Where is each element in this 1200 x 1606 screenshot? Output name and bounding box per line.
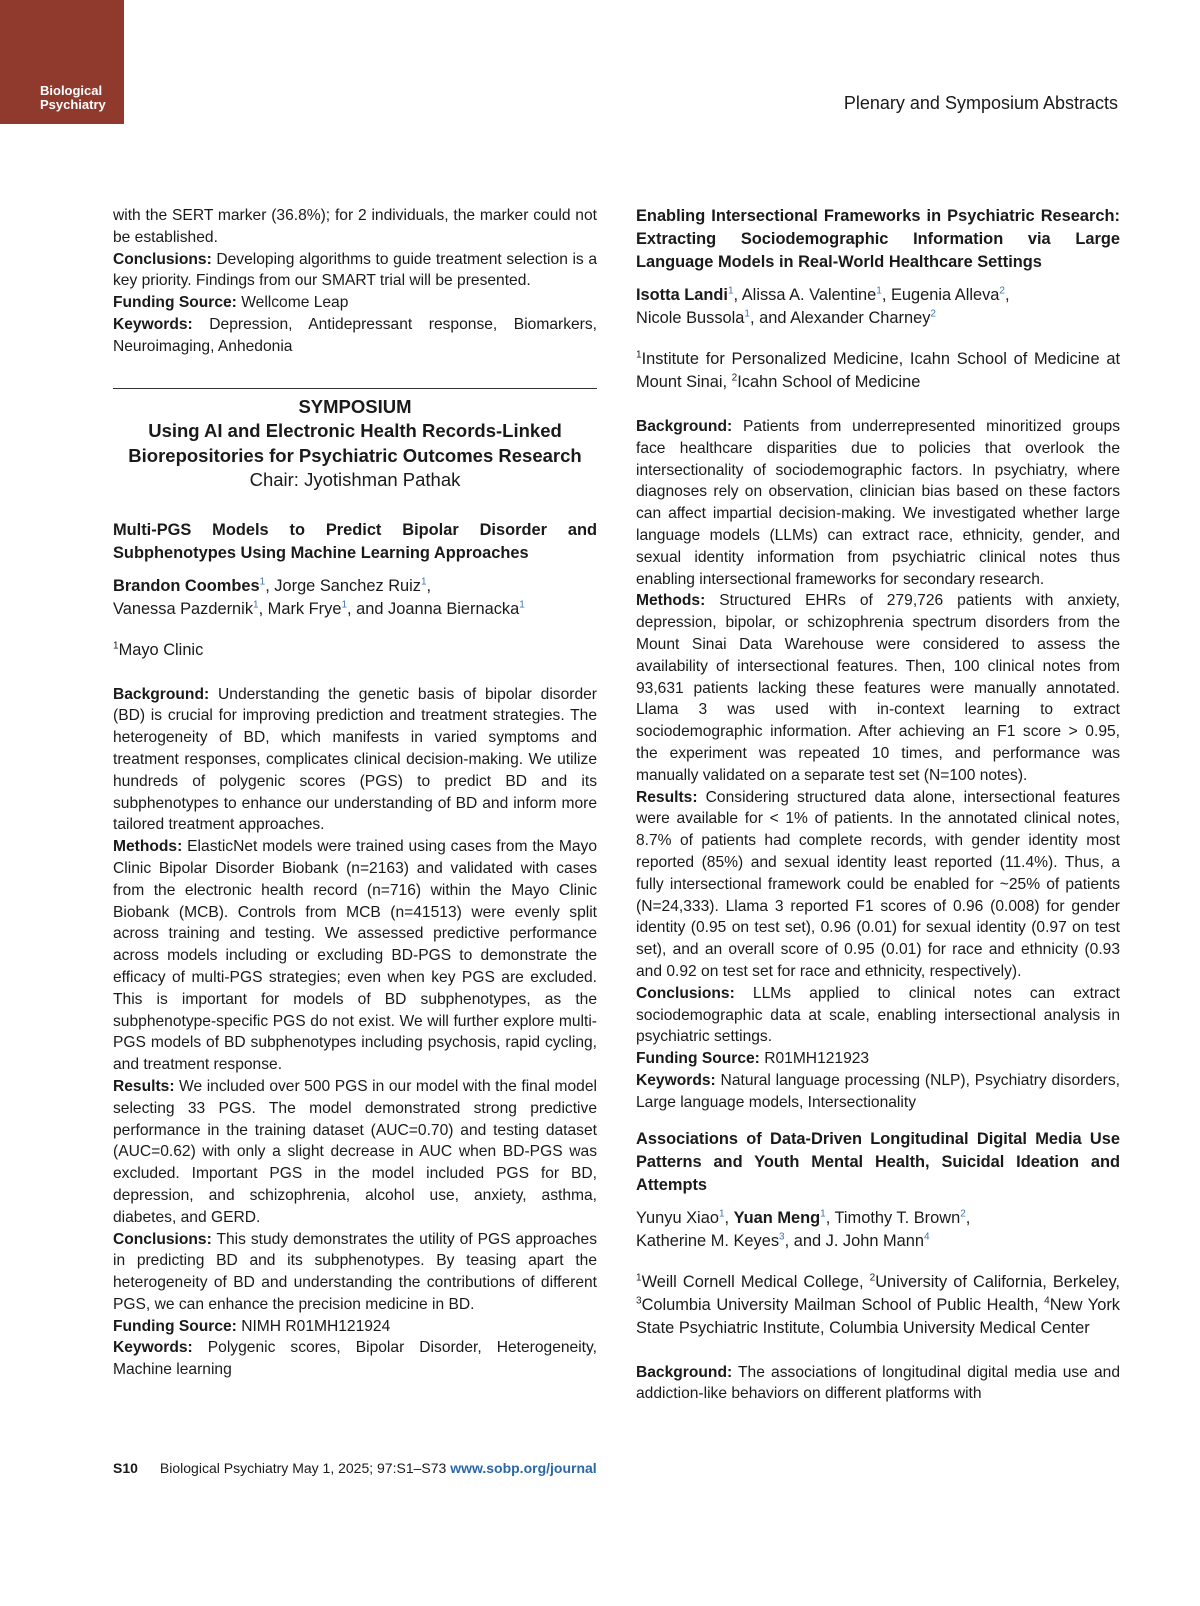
label: Conclusions: bbox=[113, 1230, 212, 1248]
funding-section bbox=[113, 1316, 597, 1338]
page-number: S10 bbox=[113, 1460, 138, 1476]
sup: 2 bbox=[930, 308, 936, 320]
author: Vanessa Pazdernik bbox=[113, 599, 254, 618]
sup: 4 bbox=[1044, 1295, 1050, 1307]
conclusions-section bbox=[113, 1229, 597, 1316]
sup: 2 bbox=[731, 372, 738, 384]
page-footer bbox=[113, 1460, 597, 1476]
abstract-title: Associations of Data-Driven Longitudinal Digital Media Use Patterns and Youth Mental Health, Suicidal Ideation and Attempts bbox=[636, 1129, 1120, 1194]
sup: 1 bbox=[341, 599, 348, 611]
funding-section bbox=[636, 1048, 1120, 1070]
author: , and Alexander Charney bbox=[749, 309, 931, 327]
body-text: This study demonstrates the utility of PGS approaches in predicting BD and its subphenotypes. By teasing apart the heterogeneity of BD and understanding the contributions of different PGS, we can enhance the precision medicine in BD. bbox=[113, 1230, 597, 1313]
prev-keywords bbox=[113, 314, 597, 358]
symposium-label: SYMPOSIUM bbox=[298, 395, 412, 417]
keywords-section bbox=[113, 1337, 597, 1381]
sup: 1 bbox=[718, 1208, 725, 1220]
body-text: Depression, Antidepressant response, Biomarkers, Neuroimaging, Anhedonia bbox=[113, 315, 597, 355]
sup: 1 bbox=[113, 640, 119, 652]
affiliation-text: Columbia University Mailman School of Public Health, bbox=[641, 1295, 1045, 1314]
label: Funding Source: bbox=[113, 294, 237, 312]
journal-logo-text bbox=[40, 84, 106, 112]
sup: 1 bbox=[253, 599, 259, 611]
prev-conclusions bbox=[113, 249, 597, 293]
label: Methods: bbox=[636, 592, 706, 610]
methods-section bbox=[113, 836, 597, 1076]
results-section bbox=[636, 787, 1120, 983]
label: Funding Source: bbox=[113, 1317, 237, 1335]
results-section bbox=[113, 1076, 597, 1229]
body-text: NIMH R01MH121924 bbox=[236, 1317, 391, 1335]
author: , and J. John Mann bbox=[784, 1231, 925, 1250]
sup: 1 bbox=[636, 349, 642, 361]
affiliation bbox=[636, 1271, 1120, 1340]
section-divider bbox=[113, 388, 597, 389]
affiliation-text: Icahn School of Medicine bbox=[737, 373, 921, 391]
sup: 1 bbox=[259, 576, 266, 588]
author: Nicole Bussola bbox=[636, 309, 745, 327]
body-text: Considering structured data alone, intersectional features were available for < 1% of patients. In the annotated clinical notes, 8.7% of patients had complete records, with gender identity most reported (85%) and sexual identity least reported (11.4%). Thus, a fully intersectional framework could be enabled for ~25% of patients (N=24,333). Llama 3 reported F1 scores of 0.96 (0.008) for gender identity (0.95 on test set), 0.96 (0.01) for sexual identity (0.97 on test set), and an overall score of 0.95 (0.01) for race and ethnicity (0.93 and 0.92 on test set for race and ethnicity, respectively). bbox=[636, 788, 1120, 980]
author: Yunyu Xiao bbox=[636, 1208, 719, 1227]
label: Methods: bbox=[113, 838, 183, 856]
sup: 1 bbox=[820, 1208, 826, 1220]
affiliation-text: New York State Psychiatric Institute, Columbia University Medical Center bbox=[636, 1295, 1120, 1337]
symposium-title: Using AI and Electronic Health Records-Linked Biorepositories for Psychiatric Outcomes Research bbox=[128, 420, 582, 466]
label: Results: bbox=[113, 1077, 175, 1095]
methods-section bbox=[636, 590, 1120, 786]
label: Keywords: bbox=[113, 1339, 193, 1357]
sup: 1 bbox=[876, 285, 882, 297]
author: , and Joanna Biernacka bbox=[347, 599, 520, 618]
body-text: Developing algorithms to guide treatment selection is a key priority. Findings from our SMART trial will be presented. bbox=[113, 250, 597, 290]
affiliation-text: Weill Cornell Medical College, bbox=[641, 1272, 870, 1291]
journal-brand-block bbox=[0, 0, 124, 124]
citation: Biological Psychiatry May 1, 2025; 97:S1–S73 bbox=[159, 1460, 451, 1476]
affiliation-text: University of California, Berkeley, bbox=[875, 1272, 1120, 1291]
conclusions-section bbox=[636, 983, 1120, 1048]
body-text: Polygenic scores, Bipolar Disorder, Heterogeneity, Machine learning bbox=[113, 1339, 597, 1379]
left-column bbox=[113, 205, 597, 1381]
body-text: The associations of longitudinal digital media use and addiction-like behaviors on different platforms with bbox=[636, 1363, 1120, 1403]
label: Keywords: bbox=[113, 315, 193, 333]
author-list: Isotta Landi$^1$, Alissa A. Valentine$^1$, Eugenia Alleva$^2$, Nicole Bussola$^1$, and Alexander Charney$^2$ bbox=[636, 285, 1010, 327]
author-presenting: Yuan Meng bbox=[733, 1208, 821, 1227]
background-section bbox=[636, 416, 1120, 590]
author: , Jorge Sanchez Ruiz bbox=[265, 576, 421, 595]
sup: 2 bbox=[960, 1208, 966, 1220]
author-list: Yunyu Xiao$^1$, Yuan Meng$^1$, Timothy T. Brown$^2$, Katherine M. Keyes$^3$, and J. John Mann$^4$ bbox=[636, 1208, 971, 1250]
body-text: LLMs applied to clinical notes can extract sociodemographic data at scale, enabling intersectional analysis in psychiatric settings. bbox=[636, 984, 1120, 1046]
affiliation bbox=[113, 639, 597, 662]
body-text: We included over 500 PGS in our model with the final model selecting 33 PGS. The model demonstrated strong predictive performance in the training dataset (AUC=0.70) and testing dataset (AUC=0.62) with only a slight decrease in AUC when BD-PGS was excluded. Important PGS in the model included PGS for BD, depression, and schizophrenia, alcohol use, anxiety, asthma, diabetes, and GERD. bbox=[113, 1077, 597, 1226]
sup: 3 bbox=[636, 1295, 642, 1307]
symposium-header bbox=[113, 395, 597, 493]
journal-link[interactable]: www.sobp.org/journal bbox=[450, 1460, 597, 1476]
sup: 3 bbox=[779, 1231, 785, 1243]
sup: 2 bbox=[869, 1272, 876, 1284]
label: Keywords: bbox=[636, 1071, 716, 1089]
label: Background: bbox=[113, 685, 210, 703]
continued-text: with the SERT marker (36.8%); for 2 individuals, the marker could not be established. bbox=[113, 207, 597, 246]
journal-name-line1: Biological bbox=[40, 83, 103, 98]
label: Results: bbox=[636, 788, 698, 806]
affiliation-text: Institute for Personalized Medicine, Icahn School of Medicine at Mount Sinai, bbox=[636, 350, 1120, 391]
author: , Mark Frye bbox=[258, 599, 342, 618]
sup: 1 bbox=[636, 1272, 642, 1284]
affiliation bbox=[636, 348, 1120, 394]
author-list: Brandon Coombes$^1$, Jorge Sanchez Ruiz$^1$, Vanessa Pazdernik$^1$, Mark Frye$^1$, and Joanna Biernacka$^1$ bbox=[113, 576, 525, 618]
author-presenting: Brandon Coombes bbox=[113, 576, 260, 595]
sup: 1 bbox=[727, 285, 734, 297]
body-text: R01MH121923 bbox=[759, 1050, 870, 1068]
sup: 1 bbox=[519, 599, 525, 611]
body-text: Natural language processing (NLP), Psychiatry disorders, Large language models, Intersectionality bbox=[636, 1071, 1120, 1111]
label: Background: bbox=[636, 1363, 733, 1381]
running-head: Plenary and Symposium Abstracts bbox=[843, 93, 1118, 113]
author: Katherine M. Keyes bbox=[636, 1231, 780, 1250]
label: Background: bbox=[636, 418, 733, 435]
sup: 2 bbox=[999, 285, 1005, 297]
body-text: Understanding the genetic basis of bipolar disorder (BD) is crucial for improving prediction and treatment strategies. The heterogeneity of BD, which manifests in varied symptoms and treatment responses, complicates clinical decision-making. We utilize hundreds of polygenic scores (PGS) to predict BD and its subphenotypes to enhance our understanding of BD and inform more tailored treatment approaches. bbox=[113, 685, 597, 834]
author-presenting: Isotta Landi bbox=[636, 286, 728, 304]
spacer bbox=[636, 1114, 1120, 1128]
author: , Timothy T. Brown bbox=[825, 1208, 961, 1227]
author: , Eugenia Alleva bbox=[881, 286, 1000, 304]
abstract-title: Multi-PGS Models to Predict Bipolar Disorder and Subphenotypes Using Machine Learning Approaches bbox=[113, 520, 597, 562]
background-section bbox=[636, 1362, 1120, 1406]
label: Conclusions: bbox=[113, 250, 212, 268]
prev-funding bbox=[113, 292, 597, 314]
journal-name-line2: Psychiatry bbox=[40, 97, 106, 112]
affiliation-text: Mayo Clinic bbox=[118, 640, 204, 659]
body-text: Wellcome Leap bbox=[236, 294, 349, 312]
keywords-section bbox=[636, 1070, 1120, 1114]
label: Funding Source: bbox=[636, 1050, 760, 1068]
body-text: Structured EHRs of 279,726 patients with anxiety, depression, bipolar, or schizophrenia spectrum disorders from the Mount Sinai Data Warehouse were considered to assess the availability of intersectional features. Then, 100 clinical notes from 93,631 patients lacking these features were manually annotated. Llama 3 was used with in-context learning to extract sociodemographic information. After achieving an F1 score > 0.95, the experiment was repeated 10 times, and performance was manually validated on a separate test set (N=100 notes). bbox=[636, 592, 1120, 784]
sup: 1 bbox=[420, 576, 427, 588]
sup: 1 bbox=[744, 308, 750, 320]
author: , Alissa A. Valentine bbox=[733, 286, 877, 304]
sup: 4 bbox=[924, 1231, 930, 1243]
background-section bbox=[113, 684, 597, 837]
right-column bbox=[636, 205, 1120, 1405]
body-text: ElasticNet models were trained using cases from the Mayo Clinic Bipolar Disorder Biobank (n=2163) and validated with cases from the electronic health record (n=716) within the Mayo Clinic Biobank (MCB). Controls from MCB (n=41513) were evenly split across training and testing. We assessed predictive performance across models including or excluding BD-PGS to demonstrate the efficacy of multi-PGS strategies; even when key PGS are excluded. This is important for models of BD subphenotypes, as the subphenotype-specific PGS do not exist. We will further explore multi-PGS models of BD subphenotypes including psychosis, rapid cycling, and treatment response. bbox=[113, 838, 597, 1074]
symposium-chair: Chair: Jyotishman Pathak bbox=[249, 469, 461, 491]
label: Conclusions: bbox=[636, 984, 735, 1002]
body-text: Patients from underrepresented minoritized groups face healthcare disparities due to policies that overlook the intersectionality of sociodemographic factors. In psychiatry, where diagnoses rely on observation, clinician bias based on these factors can affect impartial decision-making. We investigated whether large language models (LLMs) can extract race, ethnicity, gender, and sexual identity information from psychiatric clinical notes thus enabling intersectional frameworks for secondary research. bbox=[636, 418, 1120, 588]
abstract-title: Enabling Intersectional Frameworks in Psychiatric Research: Extracting Sociodemographic Information via Large Language Models in Real-World Healthcare Settings bbox=[636, 207, 1120, 271]
